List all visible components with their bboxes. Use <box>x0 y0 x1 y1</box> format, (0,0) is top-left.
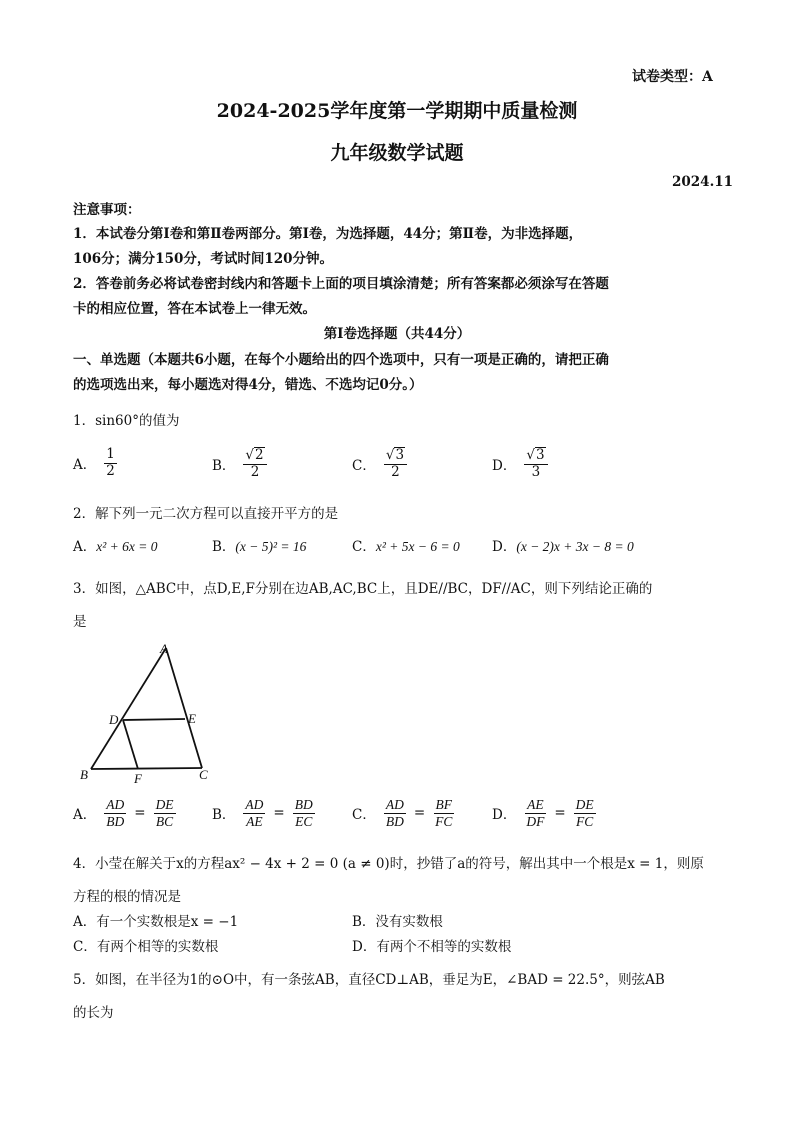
q5-stem-line2: 的长为 <box>73 1005 114 1021</box>
q3-option-a: A． $\frac{AD}{BD}$ = $\frac{DE}{BC}$ <box>73 797 174 829</box>
option-label: B． <box>212 457 236 474</box>
notice-heading: 注意事项： <box>73 202 141 218</box>
q3-option-b: B． $\frac{AD}{AE}$ = $\frac{BD}{EC}$ <box>212 797 313 829</box>
fraction-denominator: BC <box>155 813 174 829</box>
fraction-denominator: 2 <box>106 462 115 479</box>
q2-option-b <box>212 535 306 555</box>
option-text: (x − 5)² = 16 <box>235 539 307 554</box>
option-label: B． <box>212 539 236 555</box>
q2-option-d <box>492 535 634 555</box>
fraction-numerator: AD <box>245 797 264 812</box>
fraction-numerator: 1 <box>106 446 115 462</box>
option-label: D． <box>492 807 517 824</box>
fraction-denominator: BD <box>385 813 404 829</box>
fraction-denominator: 2 <box>391 463 400 480</box>
q1-stem: 1．sin60°的值为 <box>73 413 180 429</box>
fraction-denominator: FC <box>576 813 594 829</box>
option-text: x² + 5x − 6 = 0 <box>375 539 460 554</box>
q4-stem-line2: 方程的根的情况是 <box>73 889 181 905</box>
option-text: (x − 2)x + 3x − 8 = 0 <box>516 539 634 554</box>
q2-option-a <box>73 535 158 555</box>
sqrt-symbol: √ 2 <box>245 447 264 463</box>
notice-item1-line1: 1．本试卷分第Ⅰ卷和第Ⅱ卷两部分。第Ⅰ卷，为选择题，44分；第Ⅱ卷，为非选择题， <box>73 226 583 242</box>
fraction-denominator: AE <box>246 813 263 829</box>
fraction-numerator: DE <box>575 797 594 812</box>
option-label: C． <box>352 539 376 555</box>
option-label: D． <box>492 457 517 474</box>
exam-date: 2024.11 <box>672 174 734 190</box>
point-label-d: D <box>109 712 119 727</box>
page-subtitle: 九年级数学试题 <box>330 142 464 164</box>
q4-option-c: C．有两个相等的实数根 <box>73 939 219 955</box>
point-label-e: E <box>188 711 196 726</box>
segment-df <box>123 720 138 769</box>
option-label: B． <box>212 807 236 824</box>
q3-option-d: D． $\frac{AE}{DF}$ = $\frac{DE}{FC}$ <box>492 797 594 829</box>
q1-option-d <box>492 447 550 480</box>
paper-type: 试卷类型：A <box>632 69 713 85</box>
triangle-figure <box>72 640 222 785</box>
fraction-numerator: BD <box>294 797 313 812</box>
option-text: x² + 6x = 0 <box>96 539 158 554</box>
radicand: 3 <box>395 447 405 463</box>
option-label: A． <box>73 539 97 555</box>
fraction-numerator: AE <box>527 797 544 812</box>
fraction-numerator: DE <box>155 797 174 812</box>
segment-de <box>123 719 185 720</box>
fraction-numerator: AD <box>385 797 404 812</box>
q3-stem-line2: 是 <box>73 614 87 630</box>
q2-stem: 2．解下列一元二次方程可以直接开平方的是 <box>73 506 339 522</box>
q4-stem-line1: 4．小莹在解关于x的方程ax² − 4x + 2 = 0 (a ≠ 0)时，抄错了a的符号，解出其中一个根是x = 1，则原 <box>73 856 704 872</box>
q3-stem-line1: 3．如图，△ABC中，点D,E,F分别在边AB,AC,BC上，且DE//BC，DF//AC，则下列结论正确的 <box>73 581 653 597</box>
fraction-denominator: DF <box>526 813 545 829</box>
q4-option-d: D．有两个不相等的实数根 <box>352 939 512 955</box>
fraction-denominator: 3 <box>531 463 541 480</box>
notice-item2-line1: 2．答卷前务必将试卷密封线内和答题卡上面的项目填涂清楚；所有答案都必须涂写在答题 <box>73 276 609 292</box>
fraction-numerator: AD <box>106 797 125 812</box>
point-label-f: F <box>134 771 142 785</box>
q4-option-a: A．有一个实数根是x = −1 <box>73 914 239 930</box>
section-title: 第Ⅰ卷选择题（共44分） <box>323 326 471 342</box>
q3-option-c: C． $\frac{AD}{BD}$ = $\frac{BF}{FC}$ <box>352 797 453 829</box>
q5-stem-line1: 5．如图，在半径为1的⊙O中，有一条弦AB，直径CD⊥AB，垂足为E，∠BAD = 22.5°，则弦AB <box>73 972 665 988</box>
option-label: A． <box>73 457 97 474</box>
fraction-denominator: 2 <box>250 463 260 480</box>
section-intro-line2: 的选项选出来，每小题选对得4分，错选、不选均记0分。） <box>73 377 423 393</box>
q4-option-b: B．没有实数根 <box>352 914 443 930</box>
fraction-numerator: BF <box>435 797 453 812</box>
vertex-label-c: C <box>199 767 208 782</box>
option-label: C． <box>352 807 376 824</box>
section-intro-line1: 一、单选题（本题共6小题，在每个小题给出的四个选项中，只有一项是正确的，请把正确 <box>73 352 609 368</box>
sqrt-symbol: √ 3 <box>526 447 545 463</box>
side-ab <box>91 648 166 769</box>
fraction-denominator: BD <box>106 813 125 829</box>
q2-option-c <box>352 535 460 555</box>
q1-option-c <box>352 447 409 480</box>
notice-item2-line2: 卡的相应位置，答在本试卷上一律无效。 <box>73 301 316 317</box>
option-label: D． <box>492 539 517 555</box>
radicand: 3 <box>535 447 545 463</box>
fraction-denominator: FC <box>435 813 453 829</box>
q1-option-b <box>212 447 269 480</box>
page-title: 2024-2025学年度第一学期期中质量检测 <box>216 100 578 122</box>
vertex-label-a: A <box>160 641 168 656</box>
vertex-label-b: B <box>80 767 88 782</box>
side-ac <box>166 648 202 768</box>
fraction-denominator: EC <box>295 813 313 829</box>
q1-option-a <box>73 447 119 479</box>
radicand: 2 <box>255 447 264 463</box>
option-label: C． <box>352 457 376 474</box>
sqrt-symbol: √ 3 <box>385 447 405 463</box>
side-bc <box>91 768 202 769</box>
notice-item1-line2: 106分；满分150分，考试时间120分钟。 <box>73 251 334 267</box>
option-label: A． <box>73 807 97 824</box>
